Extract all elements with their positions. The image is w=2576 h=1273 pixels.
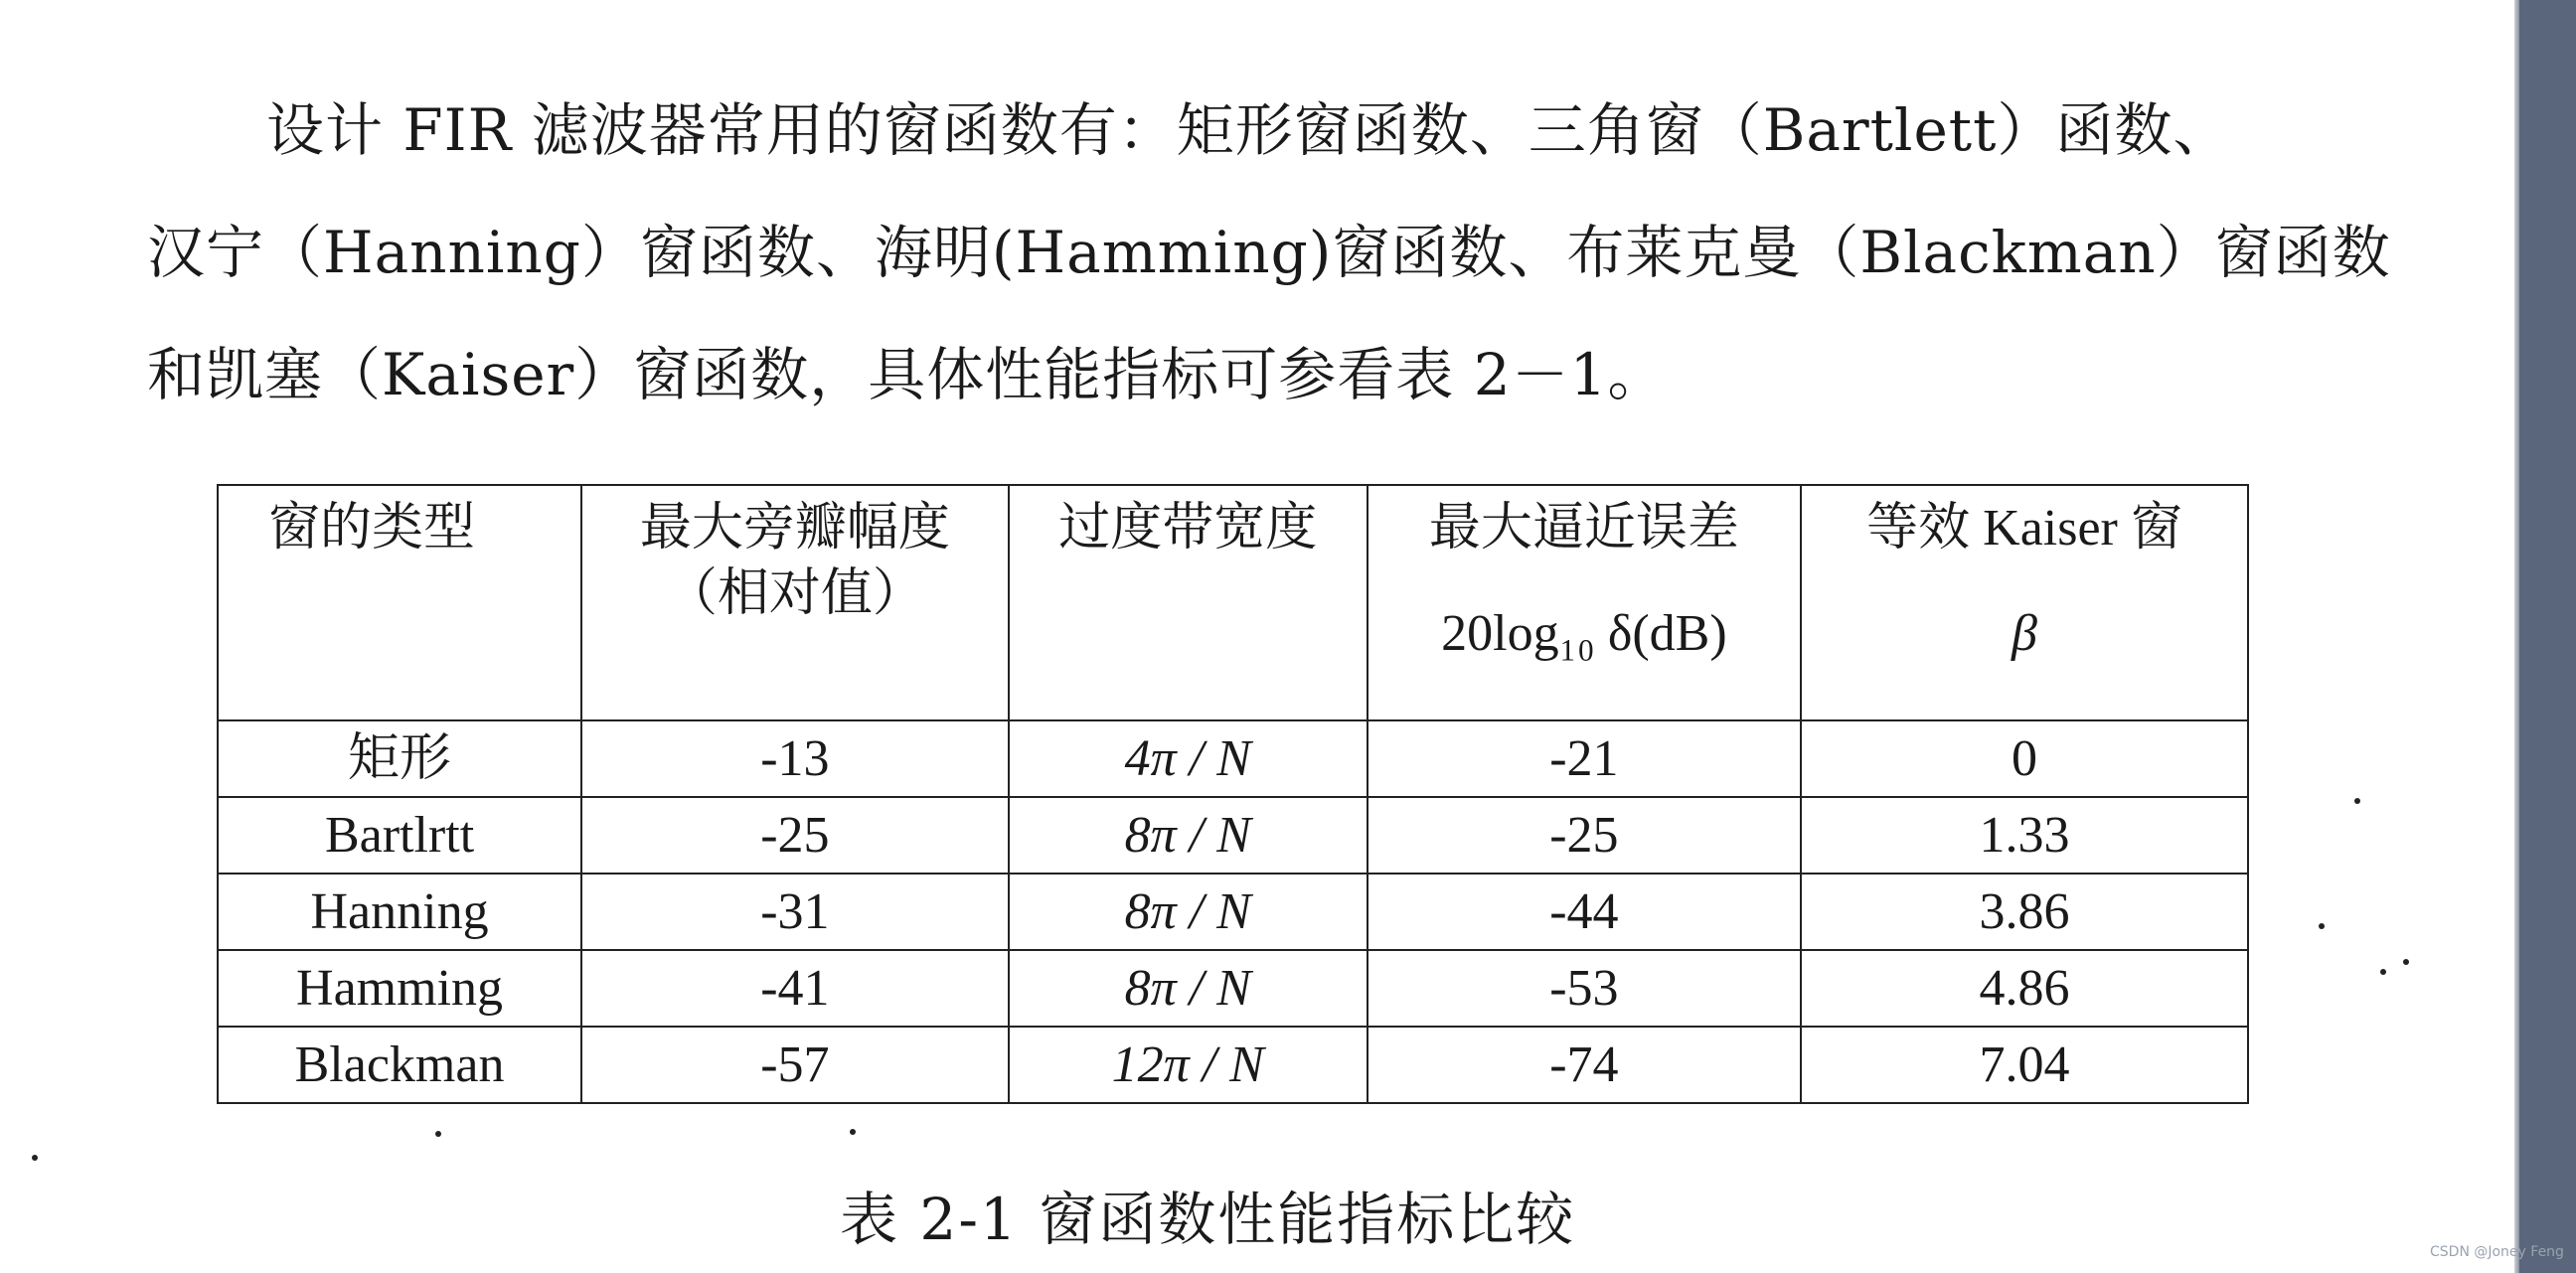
cell-sidelobe: -31 (581, 874, 1009, 950)
cell-sidelobe: -57 (581, 1027, 1009, 1103)
window-performance-table (217, 484, 2249, 1104)
cell-error: -53 (1368, 950, 1801, 1027)
cell-error: -21 (1368, 720, 1801, 797)
scan-speck (850, 1129, 856, 1135)
cell-sidelobe: -41 (581, 950, 1009, 1027)
cell-beta: 1.33 (1801, 797, 2248, 874)
viewer-side-panel (2519, 0, 2576, 1273)
header-kaiser-sublabel: β (2012, 605, 2037, 662)
scan-speck (2403, 959, 2409, 965)
header-sidelobe-sublabel: （相对值） (665, 565, 924, 622)
scan-speck (2354, 798, 2360, 804)
cell-beta: 7.04 (1801, 1027, 2248, 1103)
cell-error: -74 (1368, 1027, 1801, 1103)
paragraph-line-3: 和凯塞（Kaiser）窗函数，具体性能指标可参看表 2－1。 (147, 341, 1667, 408)
header-error-label: 最大逼近误差 (1428, 500, 1739, 557)
paragraph-line-1: 设计 FIR 滤波器常用的窗函数有：矩形窗函数、三角窗（Bartlett）函数、 (266, 96, 2232, 164)
header-kaiser-label: 等效 Kaiser 窗 (1866, 500, 2182, 557)
csdn-watermark: CSDN @Joney Feng (2430, 1244, 2564, 1260)
header-sidelobe-label: 最大旁瓣幅度 (639, 500, 950, 557)
cell-transition: 8π / N (1009, 950, 1368, 1027)
table-row (218, 1027, 2248, 1103)
cell-beta: 4.86 (1801, 950, 2248, 1027)
header-error-sublabel: 20log₁₀ δ(dB) (1441, 605, 1727, 662)
table-caption: 表 2-1 窗函数性能指标比较 (840, 1186, 1576, 1253)
header-transition-label: 过度带宽度 (1058, 500, 1318, 557)
cell-transition: 8π / N (1009, 797, 1368, 874)
cell-error: -25 (1368, 797, 1801, 874)
header-window-type-label: 窗的类型 (268, 500, 476, 557)
header-sidelobe (581, 485, 1009, 720)
header-window-type (218, 485, 581, 720)
scan-speck (2380, 969, 2386, 975)
cell-window-type: Hanning (218, 874, 581, 950)
cell-sidelobe: -25 (581, 797, 1009, 874)
cell-window-type: Bartlrtt (218, 797, 581, 874)
table-row (218, 797, 2248, 874)
table-row (218, 950, 2248, 1027)
table-row (218, 720, 2248, 797)
cell-window-type: 矩形 (218, 720, 581, 797)
scan-speck (32, 1155, 38, 1161)
cell-beta: 3.86 (1801, 874, 2248, 950)
table-row (218, 874, 2248, 950)
cell-window-type: Hamming (218, 950, 581, 1027)
cell-transition: 12π / N (1009, 1027, 1368, 1103)
cell-transition: 8π / N (1009, 874, 1368, 950)
table-header-row (218, 485, 2248, 720)
cell-window-type: Blackman (218, 1027, 581, 1103)
intro-paragraph (147, 70, 2391, 436)
header-approx-error (1368, 485, 1801, 720)
cell-beta: 0 (1801, 720, 2248, 797)
cell-error: -44 (1368, 874, 1801, 950)
header-transition-width (1009, 485, 1368, 720)
cell-transition: 4π / N (1009, 720, 1368, 797)
header-kaiser-beta (1801, 485, 2248, 720)
scan-speck (435, 1131, 441, 1137)
paragraph-line-2: 汉宁（Hanning）窗函数、海明(Hamming)窗函数、布莱克曼（Blackman）窗函数 (147, 219, 2391, 286)
cell-sidelobe: -13 (581, 720, 1009, 797)
scan-speck (2319, 923, 2325, 929)
